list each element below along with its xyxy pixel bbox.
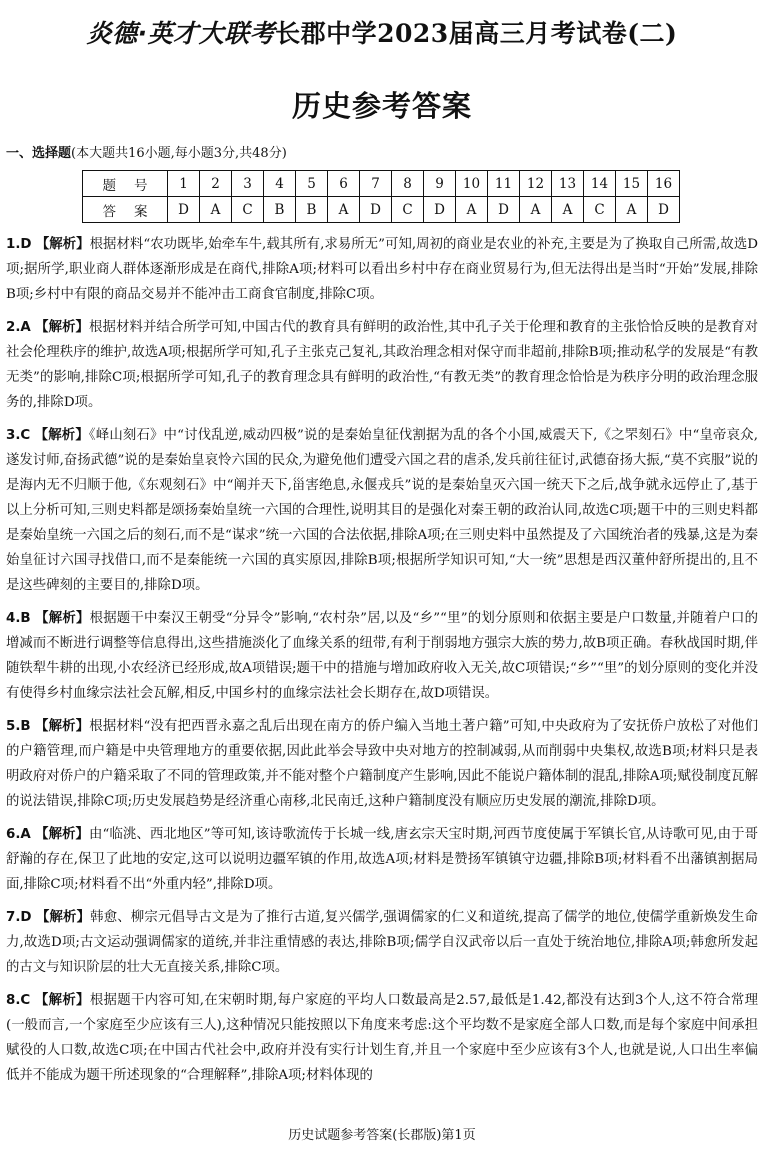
answer-cell: A [328, 197, 360, 223]
answer-cell: D [488, 197, 520, 223]
analysis-tag: 【解析】 [35, 320, 90, 335]
answer-table-answer-label: 答案 [83, 197, 168, 223]
explanation-item [6, 315, 758, 415]
analysis-tag: 【解析】 [35, 827, 90, 842]
question-number: 15 [616, 171, 648, 197]
question-number: 5 [296, 171, 328, 197]
section-heading [6, 142, 287, 161]
item-number: 6.A [6, 827, 31, 842]
question-number: 1 [168, 171, 200, 197]
answer-cell: C [232, 197, 264, 223]
question-number: 16 [648, 171, 680, 197]
item-number: 3.C [6, 428, 31, 443]
question-number: 6 [328, 171, 360, 197]
answer-cell: B [296, 197, 328, 223]
question-number: 3 [232, 171, 264, 197]
answer-table-number-row [83, 171, 680, 197]
header-brand: 炎德·英才大联考 [86, 19, 276, 48]
question-number: 11 [488, 171, 520, 197]
explanation-item [6, 606, 758, 706]
analysis-tag: 【解析】 [35, 611, 90, 626]
header-exam-name: 长郡中学2023届高三月考试卷(二) [275, 19, 678, 48]
analysis-tag: 【解析】 [34, 993, 90, 1008]
answer-cell: D [648, 197, 680, 223]
answer-cell: A [616, 197, 648, 223]
item-number: 1.D [6, 237, 32, 252]
question-number: 2 [200, 171, 232, 197]
answer-table-answer-row [83, 197, 680, 223]
answer-cell: A [200, 197, 232, 223]
analysis-tag: 【解析】 [35, 719, 90, 734]
answer-table-number-label: 题号 [83, 171, 168, 197]
analysis-tag: 【解析】 [35, 910, 91, 925]
item-number: 8.C [6, 993, 31, 1008]
explanation-item [6, 905, 758, 980]
answer-cell: D [168, 197, 200, 223]
question-number: 8 [392, 171, 424, 197]
question-number: 4 [264, 171, 296, 197]
item-number: 5.B [6, 719, 31, 734]
answer-cell: C [392, 197, 424, 223]
answer-table [82, 170, 680, 223]
question-number: 12 [520, 171, 552, 197]
explanation-text: 根据题干中秦汉王朝受“分异令”影响,“农村杂”居,以及“乡”“里”的划分原则和依据主要是户口数量,并随着户口的增减而不断进行调整等信息得出,这些措施淡化了血缘关系的纽带,有利于削弱地方强宗大族的势力,故B项正确。春秋战国时期,伴随铁犁牛耕的出现,小农经济已经形成,故A项错误;题干中的措施与增加政府收入无关,故C项错误;“乡”“里”的划分原则的变化并没有使得乡村血缘宗法社会瓦解,相反,中国乡村的血缘宗法社会长期存在,故D项错误。 [6, 611, 759, 701]
analysis-tag: 【解析】 [34, 428, 89, 443]
explanation-text: 韩愈、柳宗元倡导古文是为了推行古道,复兴儒学,强调儒家的仁义和道统,提高了儒学的地位,使儒学重新焕发生命力,故选D项;古文运动强调儒家的道统,并非注重情感的表达,排除B项;儒学自汉武帝以后一直处于统治地位,排除A项;韩愈所发起的古文与知识阶层的壮大无直接关系,排除C项。 [6, 910, 758, 975]
explanation-list [6, 232, 758, 1088]
analysis-tag: 【解析】 [35, 237, 90, 252]
item-number: 2.A [6, 320, 31, 335]
question-number: 7 [360, 171, 392, 197]
section-label: 一、选择题 [6, 146, 72, 161]
explanation-text: 由“临洮、西北地区”等可知,该诗歌流传于长城一线,唐玄宗天宝时期,河西节度使属于军镇长官,从诗歌可见,由于哥舒瀚的存在,保卫了此地的安定,这可以说明边疆军镇的作用,故选A项;材料是赞扬军镇镇守边疆,排除B项;材料看不出藩镇割据局面,排除C项;材料看不出“外重内轻”,排除D项。 [6, 827, 758, 892]
question-number: 10 [456, 171, 488, 197]
answer-cell: B [264, 197, 296, 223]
explanation-item [6, 232, 758, 307]
answer-cell: A [520, 197, 552, 223]
answer-cell: A [552, 197, 584, 223]
section-note: (本大题共16小题,每小题3分,共48分) [71, 146, 287, 161]
question-number: 14 [584, 171, 616, 197]
answer-cell: C [584, 197, 616, 223]
explanation-item [6, 822, 758, 897]
explanation-item [6, 988, 758, 1088]
explanation-text: 根据材料并结合所学可知,中国古代的教育具有鲜明的政治性,其中孔子关于伦理和教育的主张恰恰反映的是教育对社会伦理秩序的维护,故选A项;根据所学可知,孔子主张克己复礼,其政治理念相对保守而非超前,排除B项;推动私学的发展是“有教无类”的影响,排除C项;根据所学可知,孔子的教育理念具有鲜明的政治性,“有教无类”的教育理念恰恰是为秩序分明的政治理念服务的,排除D项。 [6, 320, 759, 410]
explanation-item [6, 714, 758, 814]
page-title: 历史参考答案 [291, 89, 472, 123]
explanation-text: 《峄山刻石》中“讨伐乱逆,威动四极”说的是秦始皇征伐割据为乱的各个小国,威震天下,《之罘刻石》中“皇帝哀众,遂发讨师,奋扬武德”说的是秦始皇哀怜六国的民众,为避免他们遭受六国之君的虐杀,发兵前往征讨,武德奋扬大振,“莫不宾服”说的是海内无不归顺于他,《东观刻石》中“阐并天下,甾害绝息,永偃戎兵”说的是秦始皇灭六国一统天下之后,战争就永远停止了,基于以上分析可知,三则史料都是颂扬秦始皇统一六国的合理性,说明其目的是强化对秦王朝的政治认同,故选C项;题干中的三则史料都是秦始皇统一六国之后的刻石,而不是“谋求”统一六国的合法依据,排除A项;在三则史料中虽然提及了六国统治者的残暴,这是为秦始皇征讨六国寻找借口,而不是秦能统一六国的真实原因,排除B项;根据所学知识可知,“大一统”思想是西汉董仲舒所提出的,且不是这些碑刻的主要目的,排除D项。 [6, 428, 758, 593]
question-number: 9 [424, 171, 456, 197]
explanation-text: 根据题干内容可知,在宋朝时期,每户家庭的平均人口数最高是2.57,最低是1.42,都没有达到3个人,这不符合常理(一般而言,一个家庭至少应该有三人),这种情况只能按照以下角度来考虑:这个平均数不是家庭全部人口数,而是每个家庭中间承担赋役的人口数,故选C项;在中国古代社会中,政府并没有实行计划生育,并且一个家庭中至少应该有3个人,也就是说,人口出生率偏低并不能成为题干所述现象的“合理解释”,排除A项;材料体现的 [6, 993, 759, 1083]
exam-header [0, 14, 764, 50]
answer-cell: D [424, 197, 456, 223]
item-number: 7.D [6, 910, 32, 925]
answer-cell: A [456, 197, 488, 223]
page-footer: 历史试题参考答案(长郡版)第1页 [288, 1128, 476, 1143]
item-number: 4.B [6, 611, 31, 626]
explanation-text: 根据材料“农功既毕,始牵车牛,载其所有,求易所无”可知,周初的商业是农业的补充,主要是为了换取自己所需,故选D项;据所学,职业商人群体逐渐形成是在商代,排除A项;材料可以看出乡村中存在商业贸易行为,但无法得出是当时“开始”发展,排除B项;乡村中有限的商品交易并不能冲击工商食官制度,排除C项。 [6, 237, 758, 302]
question-number: 13 [552, 171, 584, 197]
explanation-item [6, 423, 758, 598]
answer-cell: D [360, 197, 392, 223]
explanation-text: 根据材料“没有把西晋永嘉之乱后出现在南方的侨户编入当地土著户籍”可知,中央政府为了安抚侨户放松了对他们的户籍管理,而户籍是中央管理地方的重要依据,因此此举会导致中央对地方的控制减弱,从而削弱中央集权,故选B项;材料只是表明政府对侨户的户籍采取了不同的管理政策,并不能对整个户籍制度产生影响,因此不能说户籍体制的混乱,排除A项;赋役制度瓦解的说法错误,排除C项;历史发展趋势是经济重心南移,北民南迁,这种户籍制度没有顺应历史发展的潮流,排除D项。 [6, 719, 758, 809]
